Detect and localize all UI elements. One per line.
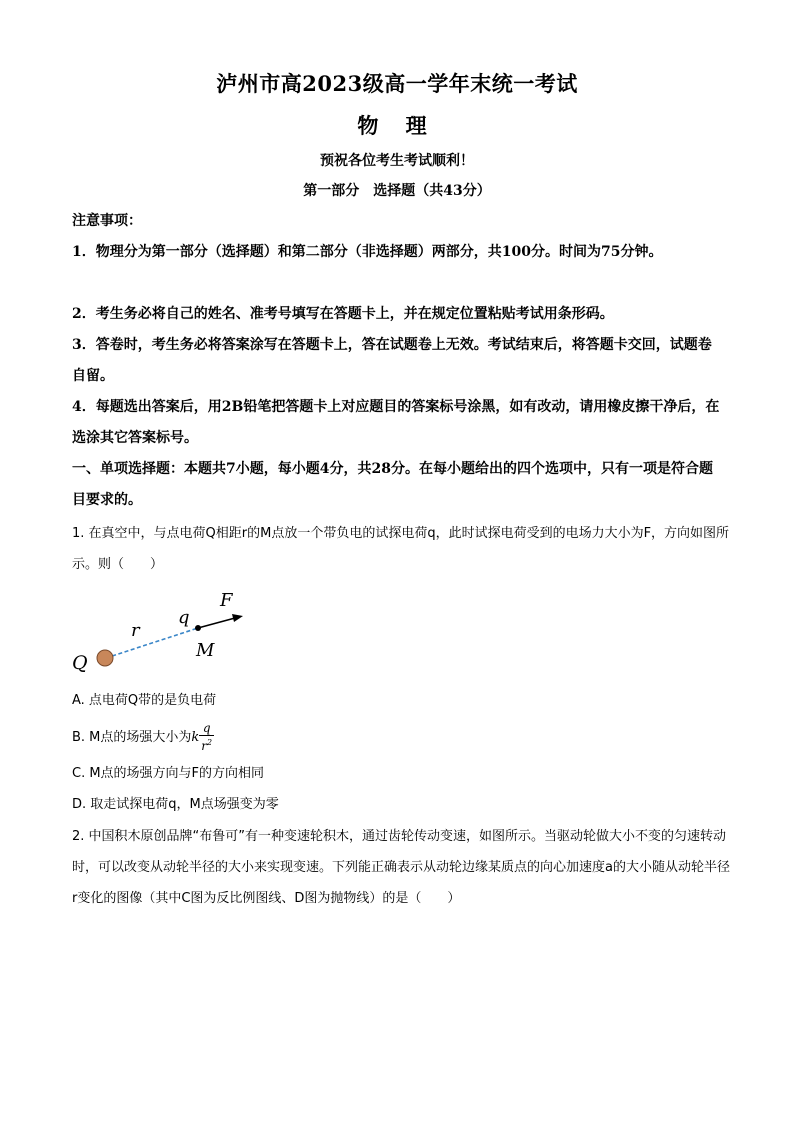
label-q: q [178,607,190,628]
notice-item-1: 1．物理分为第一部分（选择题）和第二部分（非选择题）两部分，共100分。时间为75分钟。 [72,244,663,260]
label-Q: Q [72,652,88,674]
exam-title: 泸州市高2023级高一学年末统一考试 [216,71,578,96]
point-charge-Q [97,650,113,666]
force-arrow [198,618,235,628]
notice-heading: 注意事项： [72,213,142,229]
denominator-exponent: 2 [207,738,213,747]
fraction-numerator: q [199,722,214,736]
question-1-stem: 1. 在真空中，与点电荷Q相距r的M点放一个带负电的试探电荷q，此时试探电荷受到的电场力大小为F，方向如图所示。则（ ） [72,526,730,572]
force-arrow-head [232,614,243,622]
option-1A: A. 点电荷Q带的是负电荷 [72,693,217,708]
label-F: F [220,590,233,611]
fraction-denominator [199,736,214,753]
notice-item-4: 4．每题选出答案后，用2B铅笔把答题卡上对应题目的答案标号涂黑，如有改动，请用橡皮擦干净后，在选涂其它答案标号。 [72,399,720,446]
section-1-heading: 一、单项选择题：本题共7小题，每小题4分，共28分。在每小题给出的四个选项中，只有一项是符合题目要求的。 [72,461,713,508]
greeting: 预祝各位考生考试顺利！ [320,153,474,169]
part-title: 第一部分 选择题（共43分） [303,183,491,199]
option-1B-k: k [191,730,200,745]
question-1-figure [70,585,260,680]
subject-title: 物 理 [357,113,437,138]
option-1B-fraction [199,722,214,753]
denominator-base: r [201,739,208,753]
notice-item-3: 3．答卷时，考生务必将答案涂写在答题卡上，答在试题卷上无效。考试结束后，将答题卡交回，试题卷自留。 [72,337,712,384]
distance-line [106,628,198,658]
option-1C: C. M点的场强方向与F的方向相同 [72,766,265,781]
option-1B [72,722,214,753]
question-2-stem: 2. 中国积木原创品牌“布鲁可”有一种变速轮积木，通过齿轮传动变速，如图所示。当驱动轮做大小不变的匀速转动时，可以改变从动轮半径的大小来实现变速。下列能正确表示从动轮边缘某质点的向心加速度a的大小随从动轮半径r变化的图像（其中C图为反比例图线、D图为抛物线）的是（ ） [72,829,730,906]
option-1D: D. 取走试探电荷q，M点场强变为零 [72,797,279,812]
label-M: M [196,640,215,661]
option-1B-prefix: B. M点的场强大小为 [72,730,192,745]
notice-item-2: 2．考生务必将自己的姓名、准考号填写在答题卡上，并在规定位置粘贴考试用条形码。 [72,306,614,322]
label-r: r [131,620,140,641]
